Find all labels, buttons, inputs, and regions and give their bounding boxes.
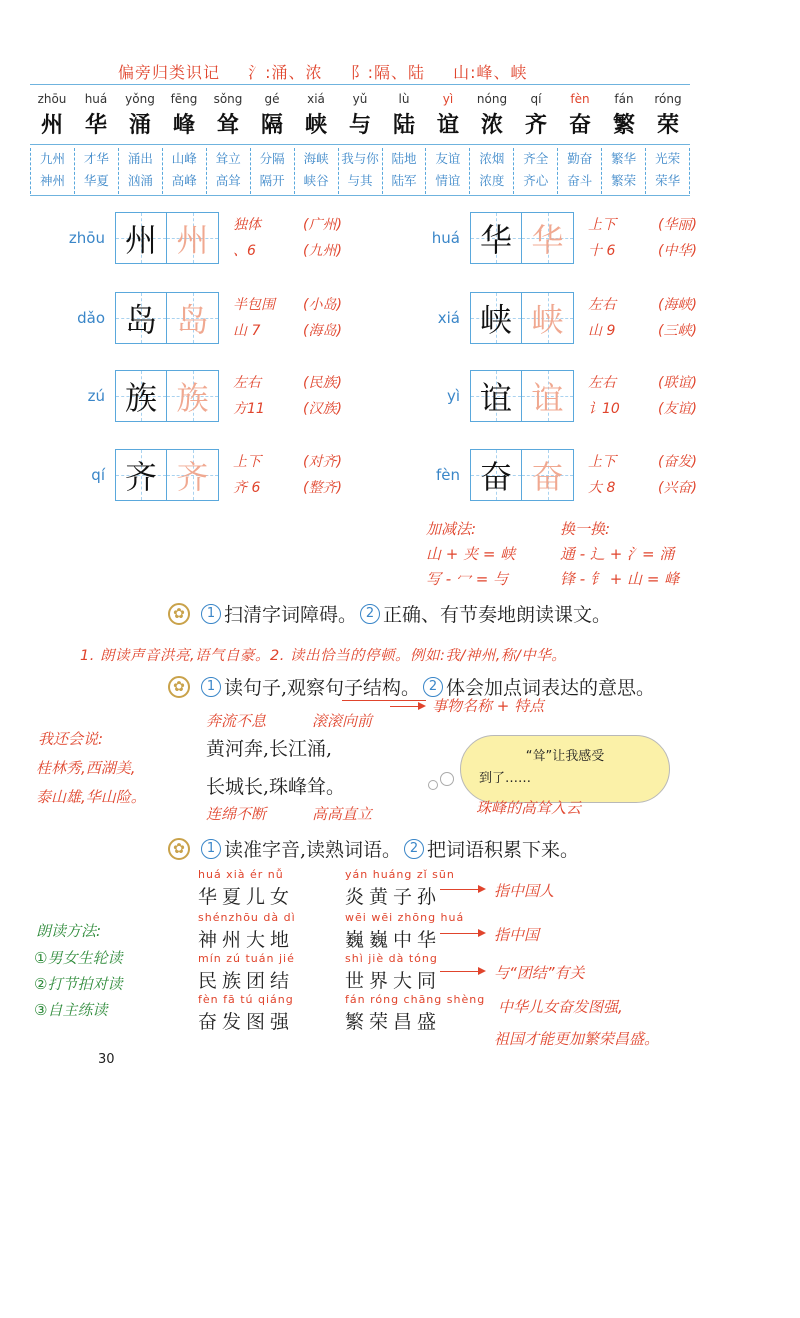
- writing-stroke-count: 山 7: [233, 323, 261, 339]
- writing-word-1: (华丽): [658, 217, 697, 233]
- writing-info: [233, 370, 342, 422]
- section-1: [168, 600, 611, 627]
- writing-box-model: [115, 370, 167, 422]
- writing-structure: 上下: [588, 217, 616, 233]
- swap-title: 换一换:: [560, 520, 611, 538]
- character-pinyin: yì: [442, 92, 454, 106]
- section-2-step-1: 读句子,观察句子结构。: [224, 677, 421, 699]
- word: 九州: [39, 151, 65, 166]
- writing-char: 岛: [124, 301, 157, 339]
- radical-note-water: 氵:涌、浓: [248, 63, 323, 82]
- writing-pinyin: dǎo: [77, 309, 105, 327]
- character-hanzi: 奋: [568, 112, 591, 138]
- writing-structure: 独体: [233, 217, 261, 233]
- step-2-number: 2: [423, 677, 443, 697]
- writing-box-trace: [167, 449, 219, 501]
- writing-char: 州: [124, 221, 157, 259]
- step-1-number: 1: [201, 839, 221, 859]
- vocab-item: [345, 993, 485, 1034]
- vocab-item: [345, 952, 441, 993]
- structure-note: 事物名称 + 特点: [432, 697, 545, 715]
- vocab-pinyin: fèn fā tú qiáng: [198, 993, 294, 1006]
- writing-box-model: [115, 292, 167, 344]
- word-cell: [75, 148, 119, 194]
- writing-box-trace: [167, 212, 219, 264]
- writing-char-trace: 齐: [176, 458, 209, 496]
- character-hanzi: 耸: [216, 112, 239, 138]
- vocab-pinyin: shénzhōu dà dì: [198, 911, 296, 924]
- writing-word-1: (海峡): [658, 297, 697, 313]
- writing-stroke-count: 山 9: [588, 323, 616, 339]
- word: 汹涌: [127, 173, 153, 188]
- writing-char: 华: [479, 221, 512, 259]
- word-cell: [295, 148, 339, 194]
- writing-structure: 左右: [588, 375, 616, 391]
- writing-structure: 上下: [588, 454, 616, 470]
- character-hanzi: 繁: [612, 112, 635, 138]
- writing-info: [233, 449, 342, 501]
- writing-word-1: (民族): [303, 375, 342, 391]
- character-pinyin: sǒng: [213, 92, 243, 106]
- vocab-pinyin: mín zú tuán jié: [198, 952, 295, 965]
- writing-structure: 上下: [233, 454, 261, 470]
- word-cell: [514, 148, 558, 194]
- character-pinyin: lù: [398, 92, 410, 106]
- writing-word-1: (联谊): [658, 375, 697, 391]
- vocab-word: 炎黄子孙: [345, 886, 442, 908]
- writing-item: [45, 370, 342, 422]
- word: 神州: [39, 173, 65, 188]
- new-character: [558, 92, 602, 139]
- writing-pinyin: yì: [446, 387, 460, 405]
- section-marker-icon: ✿: [168, 676, 190, 698]
- add-sub-line-1: 山 + 夹 = 峡: [426, 545, 516, 563]
- character-hanzi: 涌: [128, 112, 151, 138]
- writing-word-1: (广州): [303, 217, 342, 233]
- writing-word-1: (奋发): [658, 454, 697, 470]
- character-hanzi: 谊: [436, 112, 459, 138]
- new-character: [162, 92, 206, 139]
- section-3-step-1: 读准字音,读熟词语。: [224, 839, 402, 861]
- writing-word-2: (九州): [303, 243, 342, 259]
- read-methods-title: 朗读方法:: [36, 922, 102, 940]
- word: 才华: [83, 151, 109, 166]
- writing-stroke-count: 方11: [233, 401, 265, 417]
- character-pinyin: nóng: [476, 92, 508, 106]
- word: 陆军: [391, 173, 417, 188]
- word: 涌出: [127, 151, 153, 166]
- word-cell: [339, 148, 383, 194]
- word: 隔开: [259, 173, 285, 188]
- character-pinyin: huá: [84, 92, 108, 106]
- word: 齐心: [523, 173, 549, 188]
- writing-item: [400, 212, 697, 264]
- vocab-word: 神州大地: [198, 929, 295, 951]
- vocab-pinyin: wēi wēi zhōng huá: [345, 911, 465, 924]
- word-cell: [646, 148, 690, 194]
- writing-box-model: [115, 212, 167, 264]
- structure-arrow: [390, 706, 424, 707]
- word: 情谊: [435, 173, 461, 188]
- new-character: [646, 92, 690, 139]
- writing-char-trace: 族: [176, 379, 209, 417]
- word: 山峰: [171, 151, 197, 166]
- character-pinyin: fèn: [570, 92, 590, 106]
- vocab-word: 民族团结: [198, 970, 295, 992]
- writing-char-trace: 谊: [531, 379, 564, 417]
- radical-note: [118, 60, 550, 83]
- writing-item: [45, 449, 342, 501]
- character-hanzi: 隔: [260, 112, 283, 138]
- vocab-word: 繁荣昌盛: [345, 1011, 442, 1033]
- word: 峡谷: [303, 173, 329, 188]
- bubble-line-2: 到了……: [479, 771, 532, 786]
- word: 高耸: [215, 173, 241, 188]
- add-sub-title: 加减法:: [426, 520, 477, 538]
- word: 光荣: [655, 151, 681, 166]
- word-cell: [602, 148, 646, 194]
- vocab-arrow-3: [440, 971, 484, 972]
- also-say-title: 我还会说:: [38, 730, 104, 748]
- word: 浓度: [479, 173, 505, 188]
- word: 齐全: [523, 151, 549, 166]
- writing-pinyin: zhōu: [68, 229, 105, 247]
- character-pinyin: zhōu: [37, 92, 67, 106]
- writing-stroke-count: 讠10: [588, 401, 620, 417]
- new-character: [294, 92, 338, 139]
- writing-pinyin: xiá: [437, 309, 460, 327]
- vocab-sentence-1: 中华儿女奋发图强,: [498, 998, 623, 1016]
- writing-item: [400, 292, 697, 344]
- writing-box-trace: [167, 292, 219, 344]
- vocab-item: [198, 868, 294, 909]
- word: 高峰: [171, 173, 197, 188]
- bubble-answer: 珠峰的高耸入云: [476, 799, 582, 817]
- word-grid: [30, 148, 690, 194]
- character-pinyin: xiá: [307, 92, 325, 106]
- radical-note-title: 偏旁归类识记: [118, 63, 221, 82]
- word-cell: [251, 148, 295, 194]
- writing-structure: 左右: [588, 297, 616, 313]
- section-2-step-2: 体会加点词表达的意思。: [446, 677, 656, 699]
- new-character: [74, 92, 118, 139]
- writing-item: [45, 212, 342, 264]
- writing-char: 峡: [479, 301, 512, 339]
- writing-word-2: (汉族): [303, 401, 342, 417]
- read-method-2: ②打节拍对读: [34, 975, 123, 993]
- writing-box-trace: [522, 449, 574, 501]
- writing-word-2: (友谊): [658, 401, 697, 417]
- section-2: [168, 673, 655, 700]
- new-character: [426, 92, 470, 139]
- writing-word-2: (三峡): [658, 323, 697, 339]
- bubble-dot: [440, 772, 454, 786]
- writing-box-model: [470, 449, 522, 501]
- character-pinyin: róng: [654, 92, 682, 106]
- swap-line-2: 锋 - 钅 + 山 = 峰: [560, 570, 680, 588]
- swap-line-1: 通 - 辶 + 氵= 涌: [560, 545, 675, 563]
- poem-line-1: 黄河奔,长江涌,: [206, 738, 333, 760]
- character-hanzi: 陆: [392, 112, 415, 138]
- character-pinyin: fēng: [170, 92, 198, 106]
- step-2-number: 2: [360, 604, 380, 624]
- writing-box-model: [115, 449, 167, 501]
- vocab-note-1: 指中国人: [494, 882, 555, 900]
- vocab-pinyin: fán róng chāng shèng: [345, 993, 486, 1006]
- vocab-item: [345, 911, 464, 952]
- add-sub-line-2: 写 - 冖 = 与: [426, 570, 509, 588]
- new-character-row: [30, 92, 690, 139]
- word: 华夏: [83, 173, 109, 188]
- writing-word-2: (整齐): [303, 480, 342, 496]
- writing-box-trace: [522, 292, 574, 344]
- writing-item: [45, 292, 342, 344]
- writing-char-trace: 华: [531, 221, 564, 259]
- word-cell: [163, 148, 207, 194]
- writing-char-trace: 峡: [531, 301, 564, 339]
- writing-stroke-count: 十 6: [588, 243, 616, 259]
- writing-pinyin: huá: [431, 229, 460, 247]
- writing-pinyin: qí: [91, 466, 105, 484]
- word-cell: [470, 148, 514, 194]
- character-pinyin: fán: [614, 92, 634, 106]
- bubble-dot: [428, 780, 438, 790]
- word: 繁华: [611, 151, 637, 166]
- writing-char-trace: 奋: [531, 458, 564, 496]
- word-cell: [426, 148, 470, 194]
- word: 耸立: [215, 151, 241, 166]
- new-character: [118, 92, 162, 139]
- divider-top: [30, 84, 690, 85]
- vocab-item: [198, 911, 296, 952]
- writing-info: [233, 212, 342, 264]
- word: 浓烟: [479, 151, 505, 166]
- step-1-number: 1: [201, 604, 221, 624]
- writing-char: 齐: [124, 458, 157, 496]
- section-1-step-1: 扫清字词障碍。: [224, 604, 358, 626]
- character-hanzi: 与: [348, 112, 371, 138]
- writing-info: [588, 449, 697, 501]
- word: 分隔: [259, 151, 285, 166]
- character-pinyin: yǒng: [125, 92, 155, 106]
- vocab-word: 奋发图强: [198, 1011, 295, 1033]
- section-3: [168, 835, 579, 862]
- thought-bubble: [460, 735, 670, 803]
- word: 友谊: [435, 151, 461, 166]
- new-character: [470, 92, 514, 139]
- new-character: [382, 92, 426, 139]
- section-marker-icon: ✿: [168, 838, 190, 860]
- divider-bottom: [30, 195, 690, 196]
- vocab-item: [345, 868, 455, 909]
- character-pinyin: gé: [264, 92, 280, 106]
- bubble-line-1: “耸”让我感受: [525, 749, 605, 764]
- word: 荣华: [655, 173, 681, 188]
- read-method-1: ①男女生轮读: [34, 949, 123, 967]
- writing-info: [588, 292, 697, 344]
- writing-word-2: (兴奋): [658, 480, 697, 496]
- writing-word-1: (对齐): [303, 454, 342, 470]
- word: 海峡: [303, 151, 329, 166]
- word-cell: [558, 148, 602, 194]
- word-cell: [30, 148, 75, 194]
- writing-info: [588, 370, 697, 422]
- writing-stroke-count: 、6: [233, 243, 256, 259]
- section-3-step-2: 把词语积累下来。: [427, 839, 580, 861]
- radical-note-mountain: 山:峰、峡: [453, 63, 528, 82]
- divider-middle: [30, 144, 690, 145]
- writing-structure: 左右: [233, 375, 261, 391]
- read-method-3: ③自主练读: [34, 1001, 108, 1019]
- page-number: 30: [98, 1052, 115, 1067]
- step-1-number: 1: [201, 677, 221, 697]
- character-hanzi: 州: [40, 112, 63, 138]
- writing-char-trace: 岛: [176, 301, 209, 339]
- poem-note-a: 奔流不息: [206, 712, 267, 730]
- section-marker-icon: ✿: [168, 603, 190, 625]
- poem-line-2: 长城长,珠峰耸。: [206, 776, 346, 798]
- word: 奋斗: [567, 173, 593, 188]
- writing-box-model: [470, 370, 522, 422]
- section-1-step-2: 正确、有节奏地朗读课文。: [383, 604, 612, 626]
- writing-info: [588, 212, 697, 264]
- writing-char-trace: 州: [176, 221, 209, 259]
- new-character: [514, 92, 558, 139]
- writing-word-1: (小岛): [303, 297, 342, 313]
- writing-stroke-count: 齐 6: [233, 480, 261, 496]
- vocab-word: 世界大同: [345, 970, 442, 992]
- new-character: [250, 92, 294, 139]
- character-pinyin: qí: [530, 92, 542, 106]
- new-character: [338, 92, 382, 139]
- vocab-pinyin: huá xià ér nǚ: [198, 868, 284, 881]
- writing-box-trace: [522, 370, 574, 422]
- new-character: [30, 92, 74, 139]
- writing-info: [233, 292, 342, 344]
- writing-char: 族: [124, 379, 157, 417]
- new-character: [602, 92, 646, 139]
- writing-box-trace: [167, 370, 219, 422]
- radical-note-mound: 阝:隔、陆: [350, 63, 426, 82]
- writing-pinyin: fèn: [435, 466, 460, 484]
- vocab-item: [198, 952, 295, 993]
- character-hanzi: 华: [84, 112, 107, 138]
- vocab-note-3: 与“团结”有关: [494, 964, 585, 982]
- word: 繁荣: [611, 173, 637, 188]
- word: 勤奋: [567, 151, 593, 166]
- vocab-pinyin: yán huáng zǐ sūn: [345, 868, 455, 881]
- writing-box-model: [470, 212, 522, 264]
- vocab-sentence-2: 祖国才能更加繁荣昌盛。: [494, 1030, 660, 1048]
- character-hanzi: 峰: [172, 112, 195, 138]
- writing-structure: 半包围: [233, 297, 275, 313]
- vocab-word: 巍巍中华: [345, 929, 442, 951]
- writing-pinyin: zú: [87, 387, 105, 405]
- character-hanzi: 荣: [656, 112, 679, 138]
- vocab-item: [198, 993, 294, 1034]
- writing-word-2: (中华): [658, 243, 697, 259]
- new-character: [206, 92, 250, 139]
- writing-stroke-count: 大 8: [588, 480, 616, 496]
- word: 与其: [347, 173, 373, 188]
- writing-box-trace: [522, 212, 574, 264]
- writing-item: [400, 370, 697, 422]
- character-hanzi: 浓: [480, 112, 503, 138]
- poem-note-d: 高高直立: [312, 805, 373, 823]
- writing-box-model: [470, 292, 522, 344]
- word: 陆地: [391, 151, 417, 166]
- word-cell: [383, 148, 427, 194]
- vocab-word: 华夏儿女: [198, 886, 295, 908]
- vocab-arrow-1: [440, 889, 484, 890]
- writing-word-2: (海岛): [303, 323, 342, 339]
- poem-note-c: 连绵不断: [206, 805, 267, 823]
- writing-char: 谊: [479, 379, 512, 417]
- character-hanzi: 齐: [524, 112, 547, 138]
- also-say-line-2: 泰山雄,华山险。: [36, 788, 146, 806]
- writing-item: [400, 449, 697, 501]
- vocab-pinyin: shì jiè dà tóng: [345, 952, 438, 965]
- word-cell: [119, 148, 163, 194]
- character-pinyin: yǔ: [352, 92, 368, 106]
- character-hanzi: 峡: [304, 112, 327, 138]
- vocab-note-2: 指中国: [494, 926, 540, 944]
- vocab-arrow-2: [440, 933, 484, 934]
- reading-tips: 1. 朗读声音洪亮,语气自豪。2. 读出恰当的停顿。例如:我/神州,称/中华。: [80, 648, 567, 664]
- structure-underline: [342, 700, 426, 701]
- writing-char: 奋: [479, 458, 512, 496]
- step-2-number: 2: [404, 839, 424, 859]
- also-say-line-1: 桂林秀,西湖美,: [36, 759, 136, 777]
- word-cell: [207, 148, 251, 194]
- poem-note-b: 滚滚向前: [312, 712, 373, 730]
- word: 我与你: [341, 151, 379, 166]
